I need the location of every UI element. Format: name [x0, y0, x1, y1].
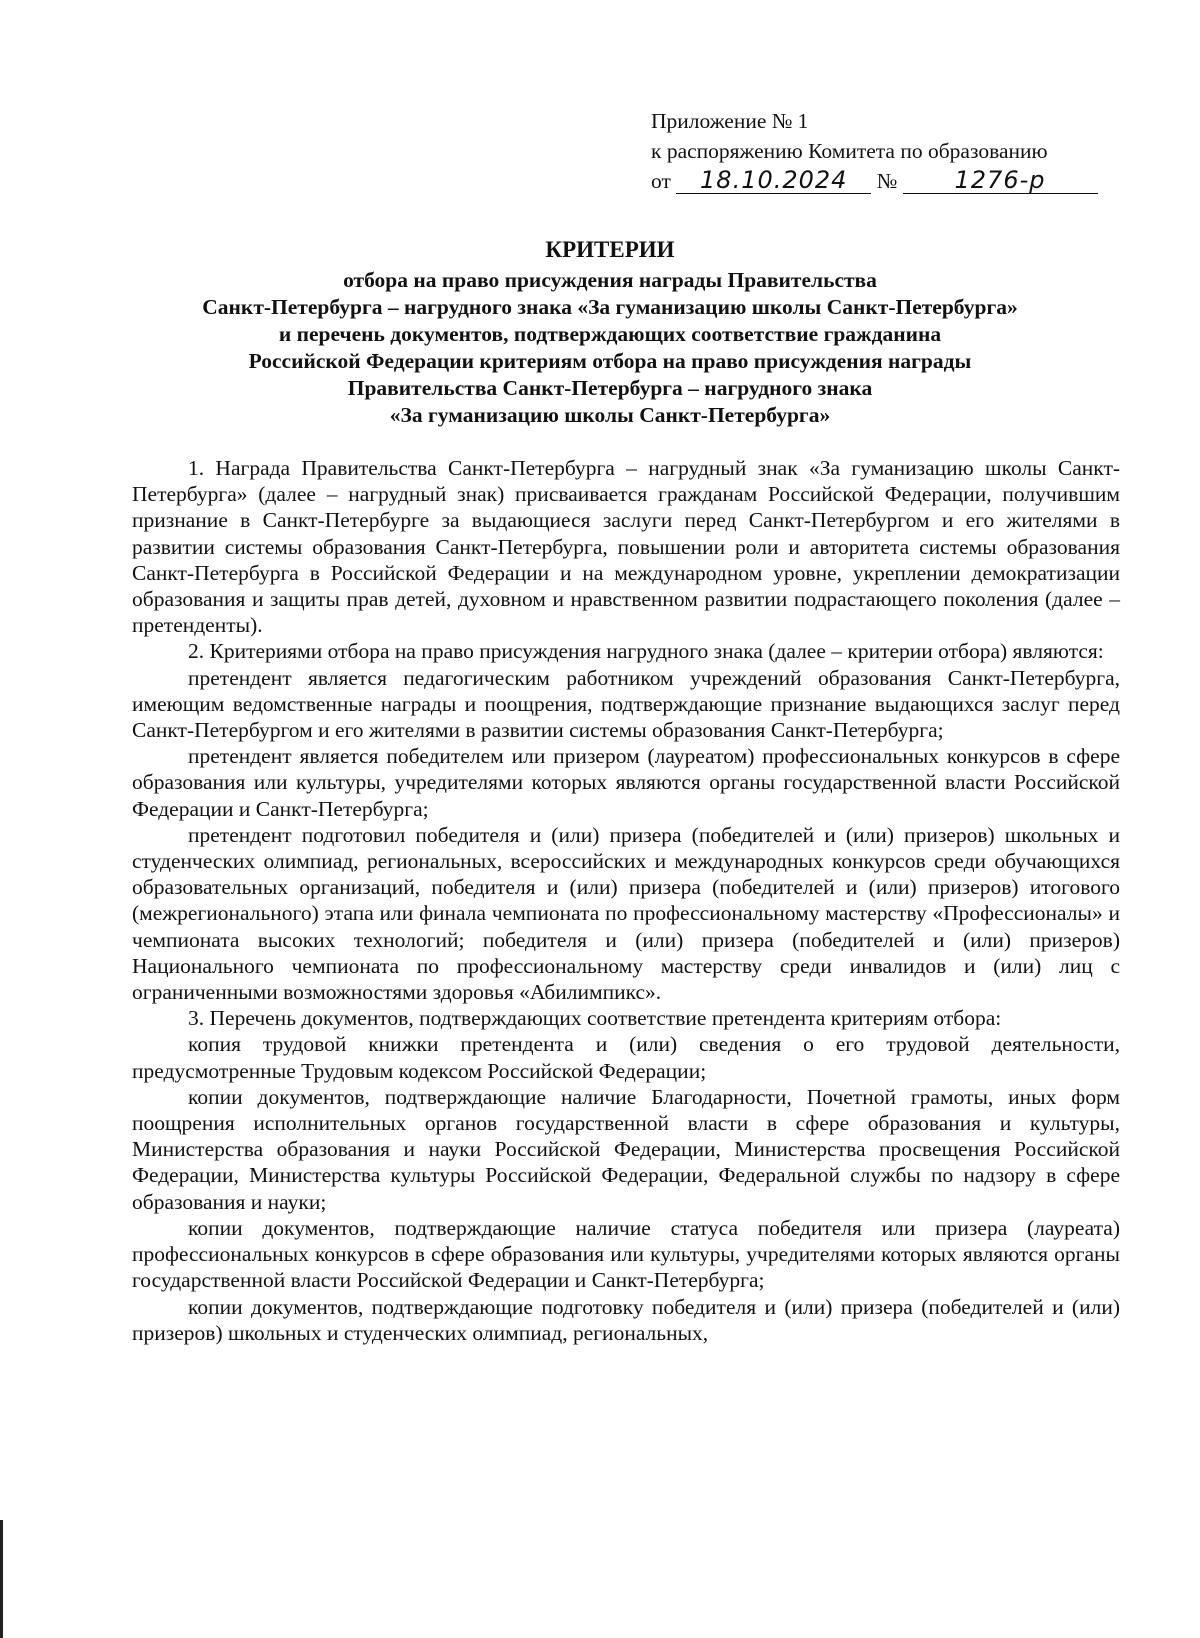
paragraph-2: 2. Критериями отбора на право присуждения нагрудного знака (далее – критерии отбора) являются: [188, 639, 1104, 664]
scan-edge-mark [0, 1520, 3, 1638]
handwritten-number: 1276-р [903, 167, 1098, 194]
number-label: № [876, 169, 898, 193]
title-line: и перечень документов, подтверждающих соответствие гражданина [278, 322, 942, 346]
handwritten-date: 18.10.2024 [676, 167, 871, 194]
title-main: КРИТЕРИИ [545, 237, 675, 262]
title-line: Санкт-Петербурга – нагрудного знака «За гуманизацию школы Санкт-Петербурга» [202, 295, 1018, 319]
title-line: Российской Федерации критериям отбора на право присуждения награды [248, 349, 972, 373]
appendix-header [651, 106, 1121, 196]
appendix-date-number-line [651, 166, 1121, 196]
document-body [132, 455, 1120, 1346]
paragraph-document-3: копии документов, подтверждающие наличие статуса победителя или призера (лауреата) профессиональных конкурсов в сфере образования или культуры, учредителями которых являются органы государственной власти Российской Федерации и Санкт-Петербурга; [132, 1215, 1120, 1293]
paragraph-criterion-2: претендент является победителем или призером (лауреатом) профессиональных конкурсов в сфере образования или культуры, учредителями которых являются органы государственной власти Российской Федерации и Санкт-Петербурга; [132, 744, 1120, 821]
title-line: Правительства Санкт-Петербурга – нагрудного знака [347, 376, 873, 400]
title-line: «За гуманизацию школы Санкт-Петербурга» [389, 403, 831, 427]
from-label: от [651, 169, 671, 193]
appendix-number: Приложение № 1 [651, 109, 809, 133]
paragraph-3: 3. Перечень документов, подтверждающих соответствие претендента критериям отбора: [188, 1006, 1002, 1031]
document-title [130, 236, 1090, 429]
paragraph-document-4: копии документов, подтверждающие подготовку победителя и (или) призера (победителей и (или) призеров) школьных и студенческих олимпиад, региональных, [132, 1294, 1120, 1345]
title-line: отбора на право присуждения награды Правительства [343, 268, 877, 292]
paragraph-1: 1. Награда Правительства Санкт-Петербурга – нагрудный знак «За гуманизацию школы Санкт-Петербурга» (далее – нагрудный знак) присваивается гражданам Российской Федерации, получившим признание в Санкт-Петербурге за выдающиеся заслуги перед Санкт-Петербургом и его жителями в развитии системы образования Санкт-Петербурга, повышении роли и авторитета системы образования Санкт-Петербурга в Российской Федерации и на международном уровне, укреплении демократизации образования и защиты прав детей, духовном и нравственном развитии подрастающего поколения (далее – претенденты). [132, 456, 1120, 638]
appendix-reference: к распоряжению Комитета по образованию [651, 139, 1048, 163]
paragraph-document-2: копии документов, подтверждающие наличие Благодарности, Почетной грамоты, иных форм поощрения исполнительных органов государственной власти в сфере образования и культуры, Министерства образования и науки Российской Федерации, Министерства просвещения Российской Федерации, Министерства культуры Российской Федерации, Федеральной службы по надзору в сфере образования и науки; [132, 1084, 1120, 1214]
paragraph-criterion-1: претендент является педагогическим работником учреждений образования Санкт-Петербурга, имеющим ведомственные награды и поощрения, подтверждающие признание выдающихся заслуг перед Санкт-Петербургом и его жителями в развитии системы образования Санкт-Петербурга; [132, 665, 1120, 743]
paragraph-document-1: копия трудовой книжки претендента и (или) сведения о его трудовой деятельности, предусмотренные Трудовым кодексом Российской Федерации; [132, 1032, 1120, 1083]
paragraph-criterion-3: претендент подготовил победителя и (или) призера (победителей и (или) призеров) школьных и студенческих олимпиад, региональных, всероссийских и международных конкурсов среди обучающихся образовательных организаций, победителя и (или) призера (победителей и (или) призеров) итогового (межрегионального) этапа или финала чемпионата по профессиональному мастерству «Профессионалы» и чемпионата высоких технологий; победителя и (или) призера (победителей и (или) призеров) Национального чемпионата по профессиональному мастерству среди инвалидов и (или) лиц с ограниченными возможностями здоровья «Абилимпикс». [132, 822, 1120, 1005]
